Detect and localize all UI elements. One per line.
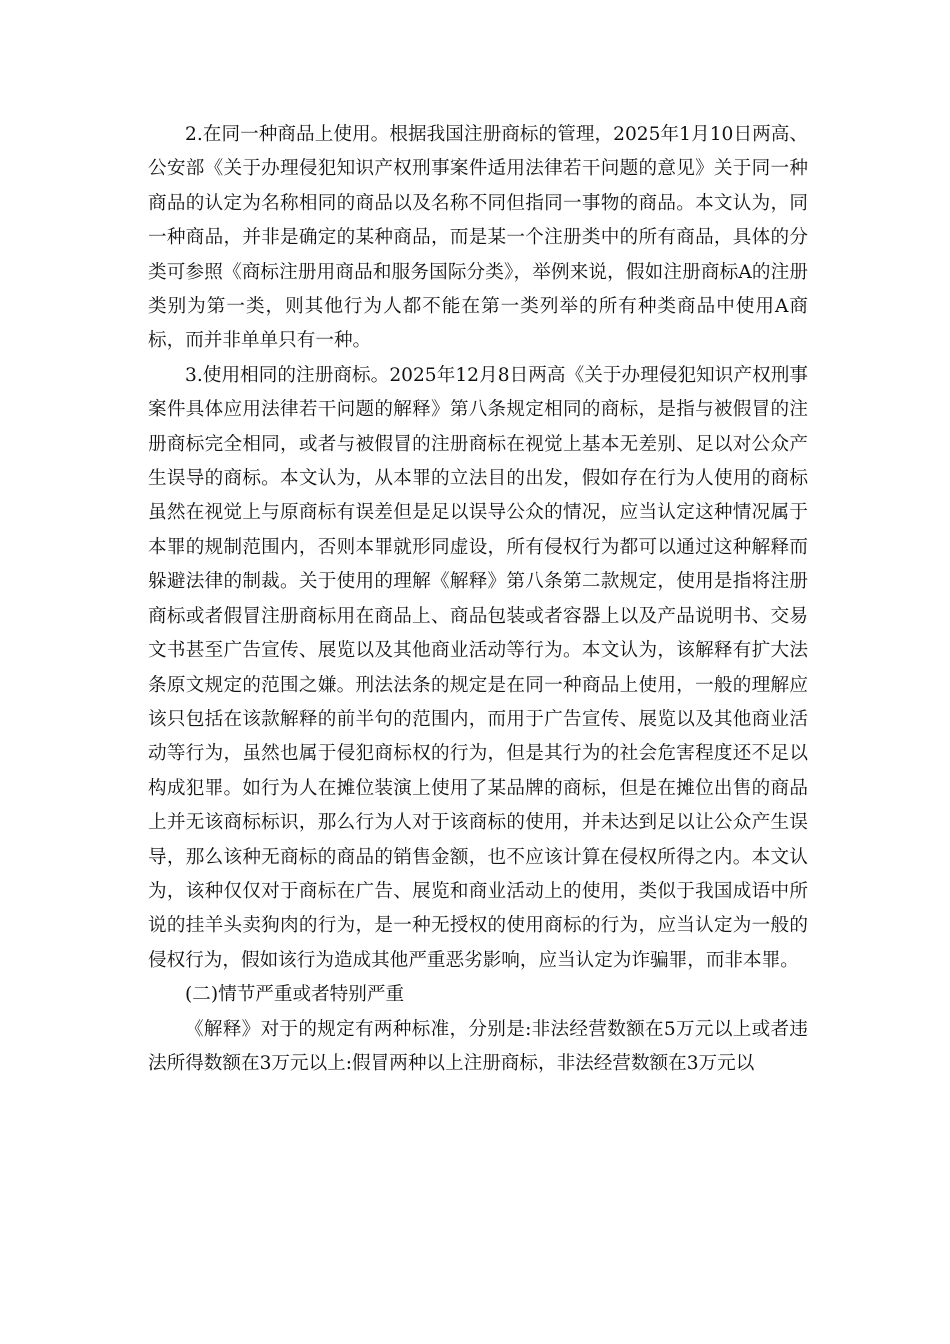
paragraph-same-goods: 2.在同一种商品上使用。根据我国注册商标的管理，2025年1月10日两高、公安部《关于办理侵犯知识产权刑事案件适用法律若干问题的意见》关于同一种商品的认定为名称相同的商品以及名称不同但指同一事物的商品。本文认为，同一种商品，并非是确定的某种商品，而是某一个注册类中的所有商品，具体的分类可参照《商标注册用商品和服务国际分类》，举例来说，假如注册商标A的注册类别为第一类，则其他行为人都不能在第一类列举的所有种类商品中使用A商标，而并非单单只有一种。 (148, 124, 808, 352)
paragraph-interpretation-standards: 《解释》对于的规定有两种标准，分别是:非法经营数额在5万元以上或者违法所得数额在3万元以上:假冒两种以上注册商标，非法经营数额在3万元以 (148, 1018, 808, 1074)
document-body (148, 118, 808, 1081)
paragraph-same-trademark: 3.使用相同的注册商标。2025年12月8日两高《关于办理侵犯知识产权刑事案件具体应用法律若干问题的解释》第八条规定相同的商标，是指与被假冒的注册商标完全相同，或者与被假冒的注册商标在视觉上基本无差别、足以对公众产生误导的商标。本文认为，从本罪的立法目的出发，假如存在行为人使用的商标虽然在视觉上与原商标有误差但是足以误导公众的情况，应当认定这种情况属于本罪的规制范围内，否则本罪就形同虚设，所有侵权行为都可以通过这种解释而躲避法律的制裁。关于使用的理解《解释》第八条第二款规定，使用是指将注册商标或者假冒注册商标用在商品上、商品包装或者容器上以及产品说明书、交易文书甚至广告宣传、展览以及其他商业活动等行为。本文认为，该解释有扩大法条原文规定的范围之嫌。刑法法条的规定是在同一种商品上使用，一般的理解应该只包括在该款解释的前半句的范围内，而用于广告宣传、展览以及其他商业活动等行为，虽然也属于侵犯商标权的行为，但是其行为的社会危害程度还不足以构成犯罪。如行为人在摊位装演上使用了某品牌的商标，但是在摊位出售的商品上并无该商标标识，那么行为人对于该商标的使用，并未达到足以让公众产生误导，那么该种无商标的商品的销售金额，也不应该计算在侵权所得之内。本文认为，该种仅仅对于商标在广告、展览和商业活动上的使用，类似于我国成语中所说的挂羊头卖狗肉的行为，是一种无授权的使用商标的行为，应当认定为一般的侵权行为，假如该行为造成其他严重恶劣影响，应当认定为诈骗罪，而非本罪。 (148, 364, 808, 971)
section-heading-serious-circumstances: (二)情节严重或者特别严重 (185, 984, 405, 1006)
